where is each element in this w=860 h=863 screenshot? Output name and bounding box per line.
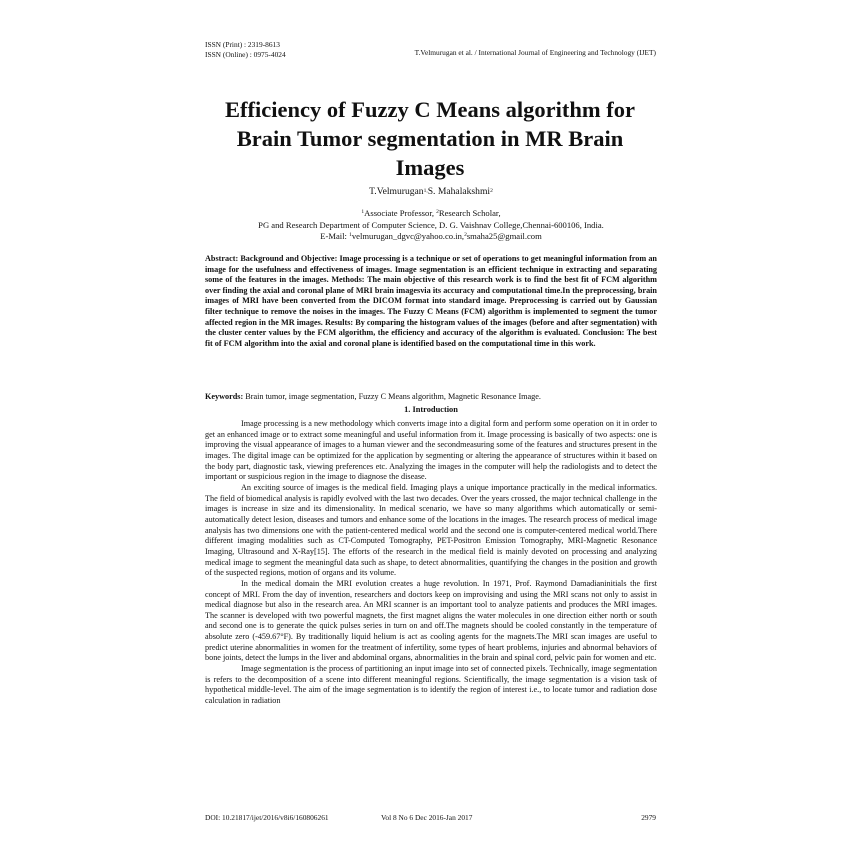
affiliation-block — [205, 208, 657, 243]
paragraph: An exciting source of images is the medical field. Imaging plays a unique importance practically in the medical informatics. The field of biomedical analysis is rapidly evolved with the last two decades. Over the years crossed, the major technical challenge in the images is increase in size and its dimensionality. In medical scenario, we have so many algorithms which automatically or semi-automatically detect lesion, diseases and tumors and enhance some of the locations in the images. The research process of medical image analysis has two dimensions one with the patient-centered medical world and the second one is computer-centered medical world.There different imaging modalities such as CT-Computed Tomography, PET-Positron Emission Tomography, MRI-Magnetic Resonance Imaging, Ultrasound and X-Ray[15]. The efforts of the research in the medical field is mainly devoted on processing and analyzing medical image to segment the meaningful data such as shape, to detect abnormalities, quantifying the changes in the position and growth of the suspected regions, motion of organs and its volume. — [205, 482, 657, 578]
abstract: Abstract: Background and Objective: Image processing is a technique or set of operations to get meaningful information from an image for the usefulness and effectiveness of images. Image segmentation is an efficient technique in extracting and separating some of the features in the images. Methods: The main objective of this research work is to find the best fit of FCM algorithm over finding the axial and coronal plane of MRI brain imagesvia its accuracy and computational time.In the preprocessing, brain images of MRI have been converted from the DICOM format into standard image. Preprocessing is carried out by Gaussian filter technique to remove the noises in the images. The Fuzzy C Means (FCM) algorithm is implemented to segment the tumor affected region in the MR images. Results: By comparing the histogram values of the images (before and after segmentation) with the cluster center values by the FCM algorithm, the efficiency and accuracy of the algorithm is evaluated. Conclusion: The best fit of FCM algorithm into the axial and coronal plane is identified based on the computational time in this work. — [205, 254, 657, 348]
author-1-sup: 1, — [423, 188, 428, 194]
role-1: Associate Professor, — [364, 208, 437, 218]
footer-page-number: 2979 — [641, 813, 656, 822]
author-2-sup: 2 — [490, 188, 493, 194]
section-heading-introduction: 1. Introduction — [404, 405, 458, 414]
footer-volume: Vol 8 No 6 Dec 2016-Jan 2017 — [381, 813, 473, 822]
issn-print: ISSN (Print) : 2319-8613 — [205, 40, 280, 49]
email-2-sup: 2 — [464, 232, 467, 239]
introduction-body — [205, 419, 657, 707]
paragraph: In the medical domain the MRI evolution creates a huge revolution. In 1971, Prof. Raymond Damadianinitials the first concept of MRI. From the day of invention, researchers and doctors keep on improvising and using the MRI scans not only to assist in medical diagnose but also in the research area. An MRI scanner is an important tool to analyze patients and produces the MRI images. The scanner is developed with two powerful magnets, the first magnet aligns the water molecules in one direction either north or south and second one is to generate the quick pulses series in turn on and off.The magnets should be cooled constantly in the temperature of absolute zero (-459.67°F). By traditionally liquid helium is act as cooling agents for the magnets.The MRI scan images are useful to predict uterine abnormalities in women for the treatment of infertility, some types of heart problems, injuries and abnormal behaviors of bone joints, detect the lumps in the liver and abdominal organs, abnormalities in the brain and spinal cord, pelvic pain for women and etc. — [205, 578, 657, 663]
role-2: Research Scholar, — [438, 208, 501, 218]
role-1-sup: 1 — [361, 209, 365, 215]
email-1-sup: 1 — [349, 232, 352, 239]
affiliation-emails — [205, 231, 657, 243]
journal-running-head: T.Velmurugan et al. / International Journal of Engineering and Technology (IJET) — [414, 48, 656, 57]
paragraph: Image segmentation is the process of partitioning an input image into set of connected pixels. Technically, image segmentation is refers to the decomposition of a scene into different meaningful regions. Scientifically, the image segmentation is a vision task of hypothetical middle-level. The aim of the image segmentation is to identify the region of interest i.e., to locate tumor and radiation dose calculation in radiation — [205, 664, 657, 706]
author-1: T.Velmurugan — [369, 186, 424, 197]
keywords-text: Brain tumor, image segmentation, Fuzzy C Means algorithm, Magnetic Resonance Image. — [245, 392, 541, 401]
affiliation-roles — [205, 208, 657, 220]
keywords-label: Keywords: — [205, 392, 246, 401]
author-line — [205, 186, 657, 198]
paper-title: Efficiency of Fuzzy C Means algorithm for Brain Tumor segmentation in MR Brain Images — [225, 97, 635, 180]
email-2[interactable]: smaha25@gmail.com — [466, 231, 542, 242]
affiliation-department: PG and Research Department of Computer Science, D. G. Vaishnav College,Chennai-600106, India. — [258, 219, 604, 230]
keywords-line — [205, 392, 657, 403]
email-label: E-Mail: — [320, 231, 350, 242]
role-2-sup: 2 — [436, 209, 439, 215]
email-1[interactable]: velmurugan_dgvc@yahoo.co.in, — [351, 231, 465, 242]
author-2: S. Mahalakshmi — [427, 186, 491, 197]
paragraph: Image processing is a new methodology which converts image into a digital form and perform some operation on it in order to get an enhanced image or to extract some meaningful and useful information from it. Image processing is basically of two aspects: one is improving the visual appearance of images to a human viewer and the secondmeasuring some of the features and structures present in the images. The digital image can be optimized for the application by segmenting or altering the appearance of structures within it based on the body part, diagnostic task, viewing preferences etc. Analyzing the images in the computer will help the radiologists and to detect the important or suspicious region in the image to diagnose the disease. — [205, 419, 657, 482]
issn-block — [205, 40, 286, 60]
issn-online: ISSN (Online) : 0975-4024 — [205, 50, 286, 59]
footer-doi: DOI: 10.21817/ijet/2016/v8i6/160806261 — [205, 813, 329, 822]
